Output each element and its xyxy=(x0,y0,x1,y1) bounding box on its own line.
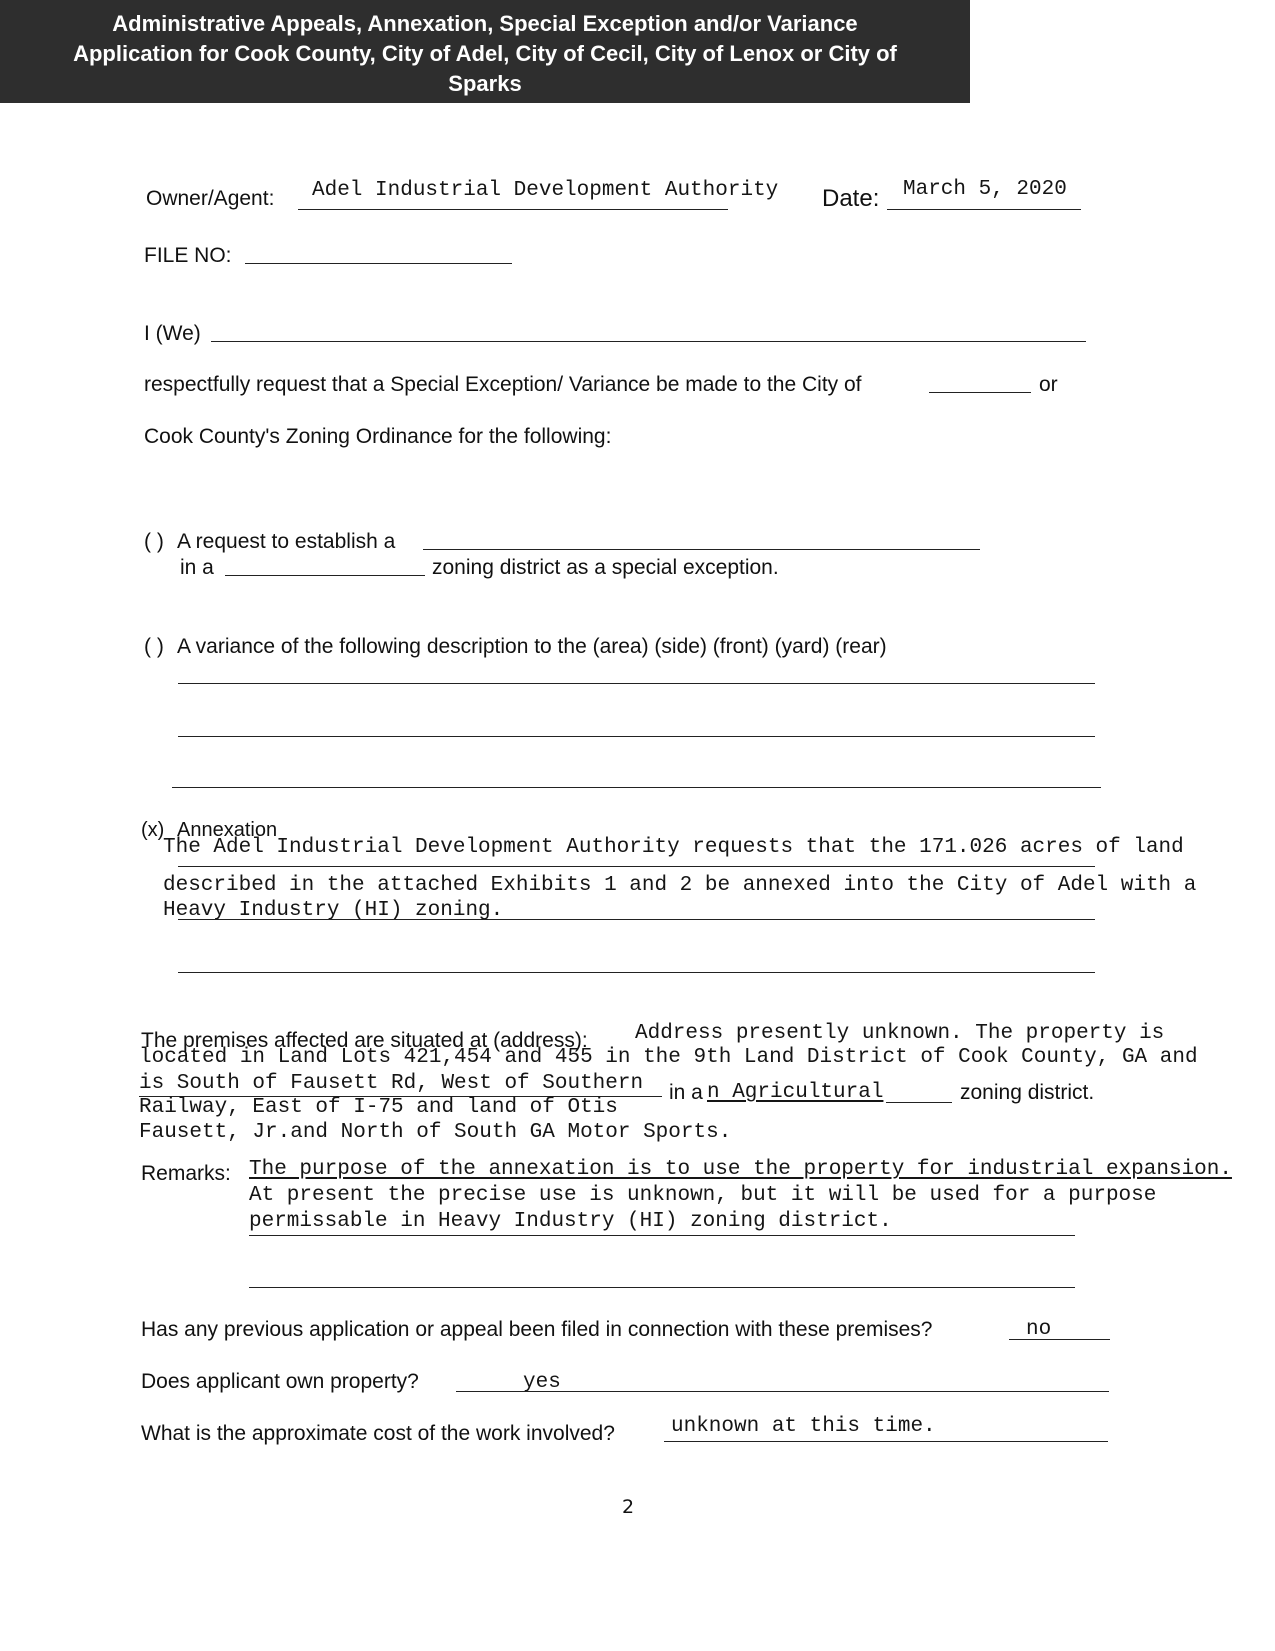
own-property-underline xyxy=(456,1391,1109,1392)
variance-line-1[interactable] xyxy=(178,683,1095,684)
previous-application-label: Has any previous application or appeal been filed in connection with these premises? xyxy=(141,1318,933,1341)
header-line-3: Sparks xyxy=(448,70,522,96)
annexation-text-1: The Adel Industrial Development Authority requests that the 171.026 acres of land xyxy=(163,836,1184,859)
file-no-field[interactable] xyxy=(245,263,512,264)
premises-address-5: Fausett, Jr.and North of South GA Motor Sports. xyxy=(139,1121,732,1144)
premises-zoning-suffix: zoning district. xyxy=(960,1081,1095,1104)
applicant-field[interactable] xyxy=(211,341,1086,342)
own-property-label: Does applicant own property? xyxy=(141,1370,419,1393)
premises-label: The premises affected are situated at (address): xyxy=(141,1029,588,1052)
annexation-label: Annexation xyxy=(177,819,278,841)
request-or: or xyxy=(1039,373,1058,396)
cost-label: What is the approximate cost of the work involved? xyxy=(141,1422,615,1445)
owner-label: Owner/Agent: xyxy=(146,187,275,210)
special-exception-suffix: zoning district as a special exception. xyxy=(432,556,779,579)
remarks-underline-1 xyxy=(249,1235,1075,1236)
page-number: 2 xyxy=(622,1496,635,1518)
special-exception-district-field[interactable] xyxy=(225,575,425,576)
annexation-text-2: described in the attached Exhibits 1 and 2 be annexed into the City of Adel with a xyxy=(163,874,1197,897)
variance-line-2[interactable] xyxy=(178,736,1095,737)
request-line-2: Cook County's Zoning Ordinance for the following: xyxy=(144,425,612,448)
file-no-label: FILE NO: xyxy=(144,244,232,267)
city-field[interactable] xyxy=(929,392,1031,393)
annexation-underline-3[interactable] xyxy=(178,972,1095,973)
premises-zoning-underline xyxy=(886,1102,952,1103)
remarks-underline-2[interactable] xyxy=(249,1287,1075,1288)
annexation-text-3: Heavy Industry (HI) zoning. xyxy=(163,899,504,922)
variance-line-3[interactable] xyxy=(172,787,1101,788)
date-underline xyxy=(887,209,1081,210)
previous-application-underline xyxy=(1009,1339,1110,1340)
premises-address-1: Address presently unknown. The property is xyxy=(635,1022,1165,1045)
annexation-checkbox[interactable]: (x) xyxy=(141,819,165,841)
owner-underline xyxy=(298,209,728,210)
annexation-underline-2 xyxy=(178,919,1095,920)
owner-field[interactable]: Adel Industrial Development Authority xyxy=(312,179,779,202)
own-property-field[interactable]: yes xyxy=(523,1371,561,1394)
remarks-text-2: At present the precise use is unknown, but it will be used for a purpose xyxy=(249,1184,1157,1207)
cost-field[interactable]: unknown at this time. xyxy=(671,1415,936,1438)
date-field[interactable]: March 5, 2020 xyxy=(903,178,1067,201)
special-exception-in-a: in a xyxy=(180,556,214,579)
remarks-text-3: permissable in Heavy Industry (HI) zoning district. xyxy=(249,1210,892,1233)
cost-underline xyxy=(664,1441,1108,1442)
premises-address-4: Railway, East of I-75 and land of Otis xyxy=(139,1096,618,1119)
remarks-text-1: The purpose of the annexation is to use the property for industrial expansion. xyxy=(249,1158,1232,1181)
header-line-2: Application for Cook County, City of Adel, City of Cecil, City of Lenox or City of xyxy=(73,40,897,66)
variance-label: A variance of the following description to the (area) (side) (front) (yard) (rear) xyxy=(177,635,887,658)
variance-checkbox[interactable]: ( ) xyxy=(144,635,164,658)
applicant-label: I (We) xyxy=(144,322,201,345)
premises-zoning-field[interactable]: n Agricultural xyxy=(707,1081,884,1104)
previous-application-field[interactable]: no xyxy=(1026,1318,1052,1341)
annexation-underline-1 xyxy=(178,866,1095,867)
remarks-label: Remarks: xyxy=(141,1162,231,1185)
date-label: Date: xyxy=(822,185,880,212)
premises-address-3: is South of Fausett Rd, West of Southern xyxy=(139,1072,644,1095)
request-line-1: respectfully request that a Special Exception/ Variance be made to the City of xyxy=(144,373,862,396)
form-header xyxy=(0,0,970,103)
header-line-1: Administrative Appeals, Annexation, Special Exception and/or Variance xyxy=(112,10,858,36)
special-exception-use-field[interactable] xyxy=(423,549,980,550)
premises-in-a: in a xyxy=(669,1081,703,1104)
premises-address-2: located in Land Lots 421,454 and 455 in the 9th Land District of Cook County, GA and xyxy=(139,1046,1198,1069)
special-exception-label: A request to establish a xyxy=(177,530,396,553)
special-exception-checkbox[interactable]: ( ) xyxy=(144,530,164,553)
